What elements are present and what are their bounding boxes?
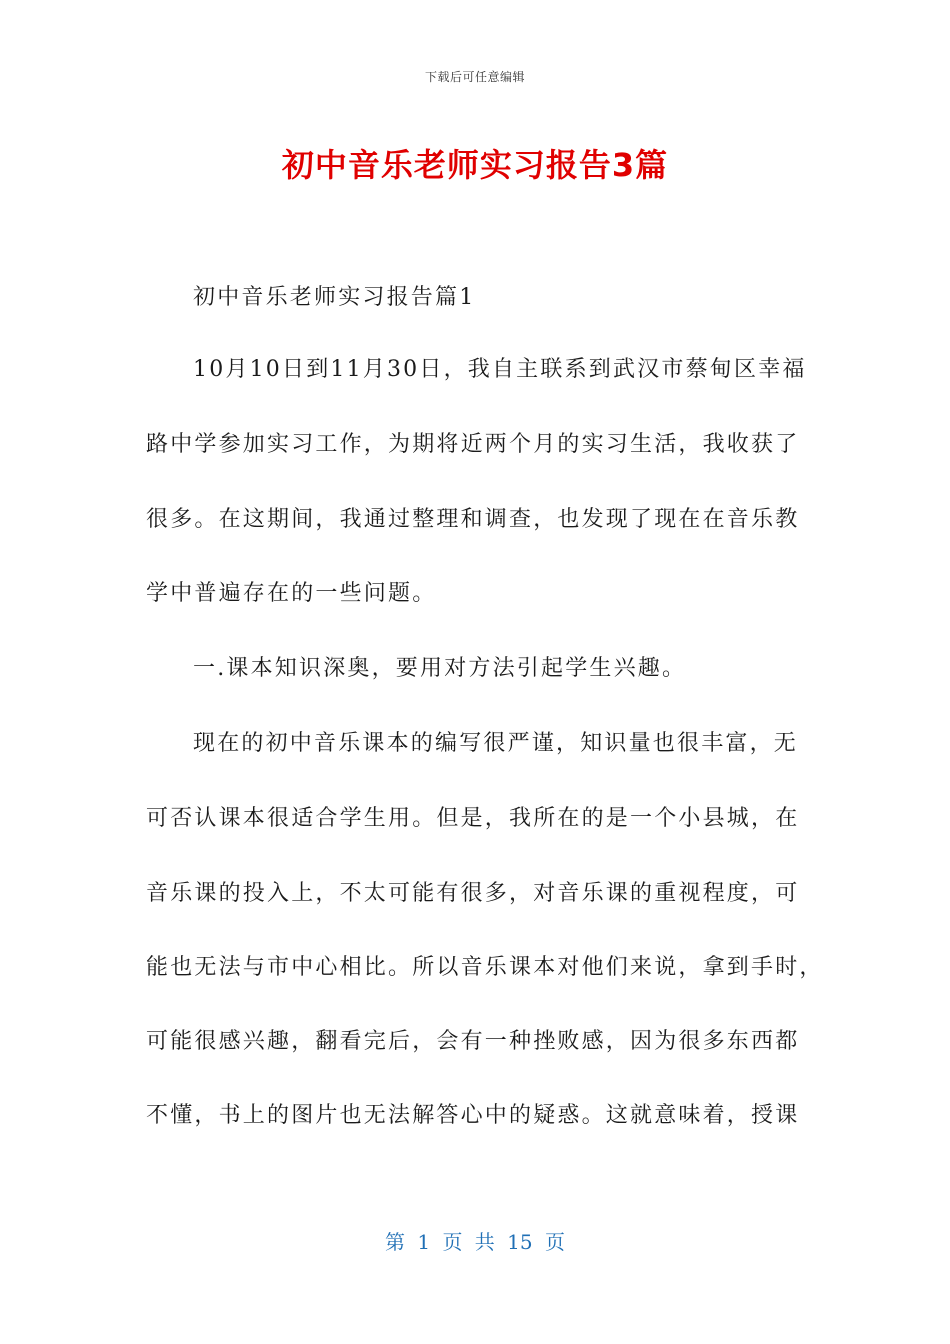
paragraph-line: 可能很感兴趣，翻看完后，会有一种挫败感，因为很多东西都: [146, 1029, 800, 1054]
paragraph-line: 学中普遍存在的一些问题。: [146, 581, 437, 606]
paragraph-line: 音乐课的投入上，不太可能有很多，对音乐课的重视程度，可: [146, 881, 800, 906]
paragraph-line: 很多。在这期间，我通过整理和调查，也发现了现在在音乐教: [146, 507, 800, 532]
paragraph-line: 现在的初中音乐课本的编写很严谨，知识量也很丰富，无: [193, 731, 799, 756]
document-title: 初中音乐老师实习报告3篇: [281, 146, 669, 184]
header-note: 下载后可任意编辑: [424, 70, 525, 84]
paragraph-line: 能也无法与市中心相比。所以音乐课本对他们来说，拿到手时，: [146, 955, 824, 980]
paragraph-line: 不懂，书上的图片也无法解答心中的疑惑。这就意味着，授课: [146, 1103, 800, 1128]
paragraph-line: 路中学参加实习工作，为期将近两个月的实习生活，我收获了: [146, 432, 800, 457]
page-number: 第 1 页 共 15 页: [385, 1230, 565, 1254]
paragraph-line: 可否认课本很适合学生用。但是，我所在的是一个小县城，在: [146, 806, 800, 831]
paragraph-line: 10月10日到11月30日，我自主联系到武汉市蔡甸区幸福: [193, 357, 807, 382]
paragraph-line: 一.课本知识深奥，要用对方法引起学生兴趣。: [193, 656, 687, 681]
section-heading: 初中音乐老师实习报告篇1: [193, 285, 476, 310]
